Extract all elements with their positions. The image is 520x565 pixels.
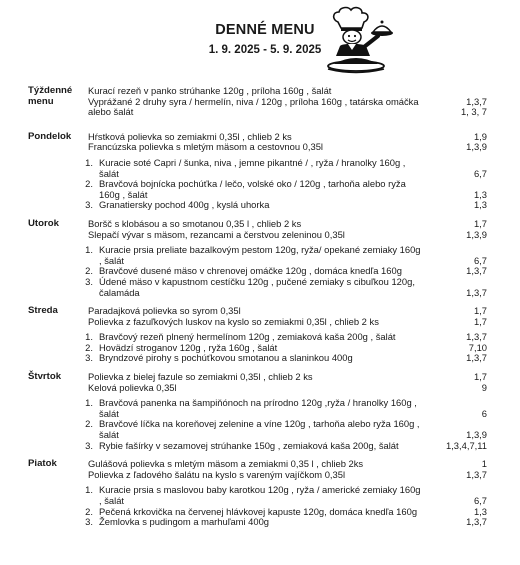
allergens: 1,3 [473,505,487,517]
allergens: 1,7 [473,315,487,327]
soup-list [88,372,487,393]
allergens: 1,3,7 [466,286,487,298]
dish-text: Granatiersky pochod 400g , kyslá uhorka [99,199,270,211]
main-course-list [76,485,487,527]
day-name: Štvrtok [28,371,62,383]
allergens: 1 [481,458,487,470]
soup-item [88,219,487,230]
day-section-friday [0,459,520,528]
item-number: 2. [85,418,93,430]
day-name: Piatok [28,458,57,470]
allergens: 1,3,9 [466,141,487,153]
day-section-monday [0,132,520,211]
main-course-item [76,353,487,364]
soup-item [88,470,487,481]
dish-text: Rybie fašírky v sezamovej strúhanke 150g , zemiaková kaša 200g, šalát [99,439,399,451]
main-course-item [76,158,487,179]
day-section-thursday [0,372,520,451]
allergens: 1,7 [473,217,487,229]
soup-item [88,317,487,328]
menu-days [0,80,520,528]
weekly-item [88,86,487,97]
soup-item [88,383,487,394]
dish-text: Slepačí vývar s mäsom, rezancami a čerstvou zeleninou 0,35l [88,228,345,240]
main-course-item [76,179,487,200]
weekly-item [88,97,487,118]
main-course-item [76,398,487,419]
main-course-item [76,245,487,266]
dish-text: Polievka z fazuľkových luskov na kyslo so zemiakmi 0,35l , chlieb 2 ks [88,315,379,327]
allergens: 1,7 [473,305,487,317]
dish-text: Kelová polievka 0,35l [88,381,177,393]
dish-text: Kuracie soté Capri / šunka, niva , jemne pikantné / , ryža / hranolky 160g , šalát [99,156,406,179]
day-name: Týždenné menu [28,85,73,107]
allergens: 1,3,7 [466,265,487,277]
dish-text: Kurací rezeň v panko strúhanke 120g , príloha 160g , šalát [88,85,332,96]
allergens: 6 [481,407,487,419]
allergens: 1,3 [473,199,487,211]
allergens: 1,3,7 [466,331,487,343]
day-body [88,80,520,118]
dish-text: Polievka z ľadového šalátu na kyslo s vareným vajíčkom 0,35l [88,468,346,480]
day-name: Utorok [28,217,59,229]
menu-date-range: 1. 9. 2025 - 5. 9. 2025 [208,44,322,56]
allergens: 1,3,7 1, 3, 7 [460,95,487,118]
dish-text: Gulášová polievka s mletým mäsom a zemiakmi 0,35 l , chlieb 2ks [88,458,364,470]
item-number: 2. [85,505,93,517]
main-course-list [76,398,487,451]
day-section-wednesday [0,306,520,364]
item-number: 1. [85,244,93,256]
item-number: 2. [85,341,93,353]
dish-text: Údené mäso v kapustnom cestíčku 120g , pučené zemiaky s cibuľkou 120g, čalamáda [99,275,415,298]
chef-serving-icon [318,6,394,74]
allergens: 1,3,4,7,11 [445,439,487,451]
day-name: Streda [28,305,58,317]
allergens: 1,7 [473,371,487,383]
dish-text: Bryndzové pirohy s pochúťkovou smotanou a slaninkou 400g [99,352,353,364]
dish-text: Bravčová bojnícka pochúťka / lečo, volské oko / 120g , tarhoňa alebo ryža 160g , šalát [99,178,406,200]
dish-text: Žemlovka s pudingom a marhuľami 400g [99,516,270,528]
dish-text: Francúzska polievka s mletým mäsom a cestovnou 0,35l [88,141,323,153]
menu-title: DENNÉ MENU [215,22,315,38]
allergens: 1,9 [473,130,487,142]
dish-text: Kuracie prsia preliate bazalkovým pestom 120g, ryža/ opekané zemiaky 160g , šalát [99,244,421,266]
dish-text: Polievka z bielej fazule so zemiakmi 0,35l , chlieb 2 ks [88,371,313,383]
dish-text: Bravčové líčka na koreňovej zelenine a víne 120g , tarhoňa alebo ryža 160g , šalát [99,418,420,441]
menu-header [0,0,520,75]
soup-item [88,142,487,153]
dish-text: Bravčové dusené mäso v chrenovej omáčke 120g , domáca knedľa 160g [99,265,402,277]
dish-text: Bravčový rezeň plnený hermelínom 120g , zemiaková kaša 200g , šalát [99,331,396,343]
item-number: 2. [85,178,93,190]
allergens: 7,10 [468,341,487,353]
dish-text: Hovädzí stroganov 120g , ryža 160g , šalát [99,341,278,353]
dish-text: Kuracie prsia s maslovou baby karotkou 120g , ryža / americké zemiaky 160g , šalát [99,484,421,506]
main-course-list [76,158,487,211]
day-body [85,217,520,298]
soup-list [88,219,487,240]
dish-text: Boršč s klobásou a so smotanou 0,35 l , chlieb 2 ks [88,217,302,229]
day-section-tuesday [0,219,520,298]
allergens: 9 [481,381,487,393]
item-number: 2. [85,265,93,277]
soup-list [88,459,487,480]
allergens: 6,7 [473,495,487,506]
allergens: 1,3,7 [466,516,487,528]
dish-text: Pečená krkovička na červenej hlávkovej kapuste 120g, domáca knedľa 160g [99,505,418,517]
item-number: 3. [85,275,93,287]
main-course-list [76,245,487,298]
allergens: 1,3,9 [466,429,487,441]
day-body [85,305,520,364]
item-number: 3. [85,199,93,211]
day-body [85,371,520,451]
main-course-list [76,332,487,364]
dish-text: Vyprážané 2 druhy syra / hermelín, niva / 120g , príloha 160g , tatárska omáčka alebo šalát [88,95,419,118]
dish-text: Paradajková polievka so syrom 0,35l [88,305,241,317]
item-number: 3. [85,352,93,364]
item-number: 1. [85,484,93,496]
day-body [85,130,520,211]
main-course-item [76,277,487,298]
allergens: 1,3,7 [466,468,487,480]
allergens: 1,3 [473,188,487,200]
dish-text: Hŕstková polievka so zemiakmi 0,35l , chlieb 2 ks [88,130,292,142]
main-course-item [76,441,487,452]
dish-text: Bravčová panenka na šampiňónoch na prírodno 120g ,ryža / hranolky 160g , šalát [99,397,417,419]
main-course-item [76,517,487,528]
item-number: 3. [85,439,93,451]
item-number: 1. [85,156,93,168]
main-course-item [76,200,487,211]
allergens: 1,3,7 [466,352,487,364]
main-course-item [76,485,487,506]
item-number: 1. [85,331,93,343]
allergens: 6,7 [473,254,487,266]
item-number: 1. [85,397,93,409]
day-name: Pondelok [28,130,72,142]
allergens: 6,7 [473,167,487,179]
soup-list [88,306,487,327]
day-section-weekly [0,80,520,118]
main-course-item [76,419,487,440]
item-number: 3. [85,516,93,528]
day-body [85,458,520,528]
soup-item [88,230,487,241]
soup-list [88,132,487,153]
allergens: 1,3,9 [466,228,487,240]
